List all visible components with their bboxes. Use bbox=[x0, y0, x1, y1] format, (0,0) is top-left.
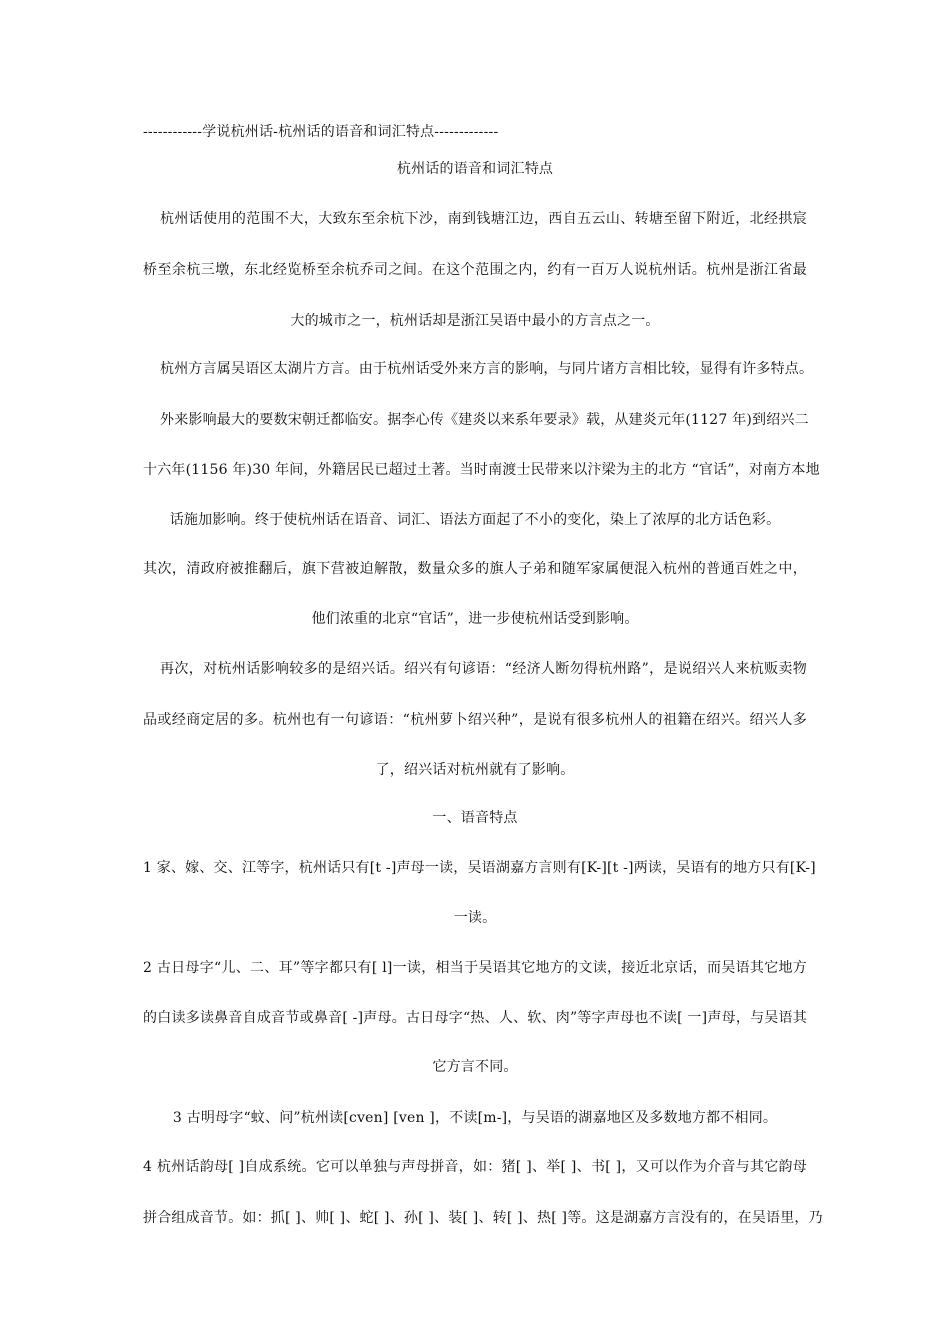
text-line: 再次，对杭州话影响较多的是绍兴话。绍兴有句谚语：“经济人断勿得杭州路”，是说绍兴人来杭贩卖物 bbox=[160, 661, 807, 677]
text-line: 它方言不同。 bbox=[432, 1059, 518, 1075]
text-line: 话施加影响。终于使杭州话在语音、词汇、语法方面起了不小的变化，染上了浓厚的北方话色彩。 bbox=[169, 512, 781, 528]
text-line: 3 古明母字“蚊、问”杭州读[cven] [ven ]，不读[m-]，与吴语的湖嘉地区及多数地方都不相同。 bbox=[172, 1110, 778, 1126]
section-heading: 一、语音特点 bbox=[432, 810, 518, 826]
text-line: 拼合组成音节。如：抓[ ]、帅[ ]、蛇[ ]、孙[ ]、装[ ]、转[ ]、热[ ]等。这是湖嘉方言没有的，在吴语里，乃 bbox=[143, 1210, 823, 1226]
document-title: 杭州话的语音和词汇特点 bbox=[396, 161, 554, 177]
text-line: 桥至余杭三墩，东北经览桥至余杭乔司之间。在这个范围之内，约有一百万人说杭州话。杭州是浙江省最 bbox=[143, 262, 807, 278]
document-header: ------------学说杭州话-杭州话的语音和词汇特点------------- bbox=[143, 124, 499, 140]
text-line: 大的城市之一，杭州话却是浙江吴语中最小的方言点之一。 bbox=[290, 313, 660, 329]
text-line: 杭州话使用的范围不大，大致东至余杭下沙，南到钱塘江边，西自五云山、转塘至留下附近，北经拱宸 bbox=[160, 211, 807, 227]
text-line: 4 杭州话韵母[ ]自成系统。它可以单独与声母拼音，如：猪[ ]、举[ ]、书[ ]，又可以作为介音与其它韵母 bbox=[143, 1159, 807, 1175]
text-line: 十六年(1156 年)30 年间，外籍居民已超过土著。当时南渡士民带来以汴梁为主的北方 “官话”，对南方本地 bbox=[143, 462, 820, 478]
text-line: 1 家、嫁、交、江等字，杭州话只有[t -]声母一读，吴语湖嘉方言则有[K-][t -]两读，吴语有的地方只有[K-] bbox=[143, 860, 816, 876]
text-line: 2 古日母字“儿、二、耳”等字都只有[ l]一读，相当于吴语其它地方的文读，接近北京话，而吴语其它地方 bbox=[143, 960, 807, 976]
text-line: 他们浓重的北京“官话”，进一步使杭州话受到影响。 bbox=[311, 611, 639, 627]
text-line: 了，绍兴话对杭州就有了影响。 bbox=[375, 762, 575, 778]
text-line: 其次，清政府被推翻后，旗下营被迫解散，数量众多的旗人子弟和随军家属便混入杭州的普通百姓之中， bbox=[143, 561, 807, 577]
text-line: 外来影响最大的要数宋朝迁都临安。据李心传《建炎以来系年要录》载，从建炎元年(1127 年)到绍兴二 bbox=[160, 412, 809, 428]
text-line: 的白读多读鼻音自成音节或鼻音[ -]声母。古日母字“热、人、软、肉”等字声母也不读[ 一]声母，与吴语其 bbox=[143, 1010, 807, 1026]
text-line: 品或经商定居的多。杭州也有一句谚语：“杭州萝卜绍兴种”，是说有很多杭州人的祖籍在绍兴。绍兴人多 bbox=[143, 712, 807, 728]
text-line: 杭州方言属吴语区太湖片方言。由于杭州话受外来方言的影响，与同片诸方言相比较，显得有许多特点。 bbox=[160, 361, 814, 377]
text-line: 一读。 bbox=[453, 910, 497, 926]
